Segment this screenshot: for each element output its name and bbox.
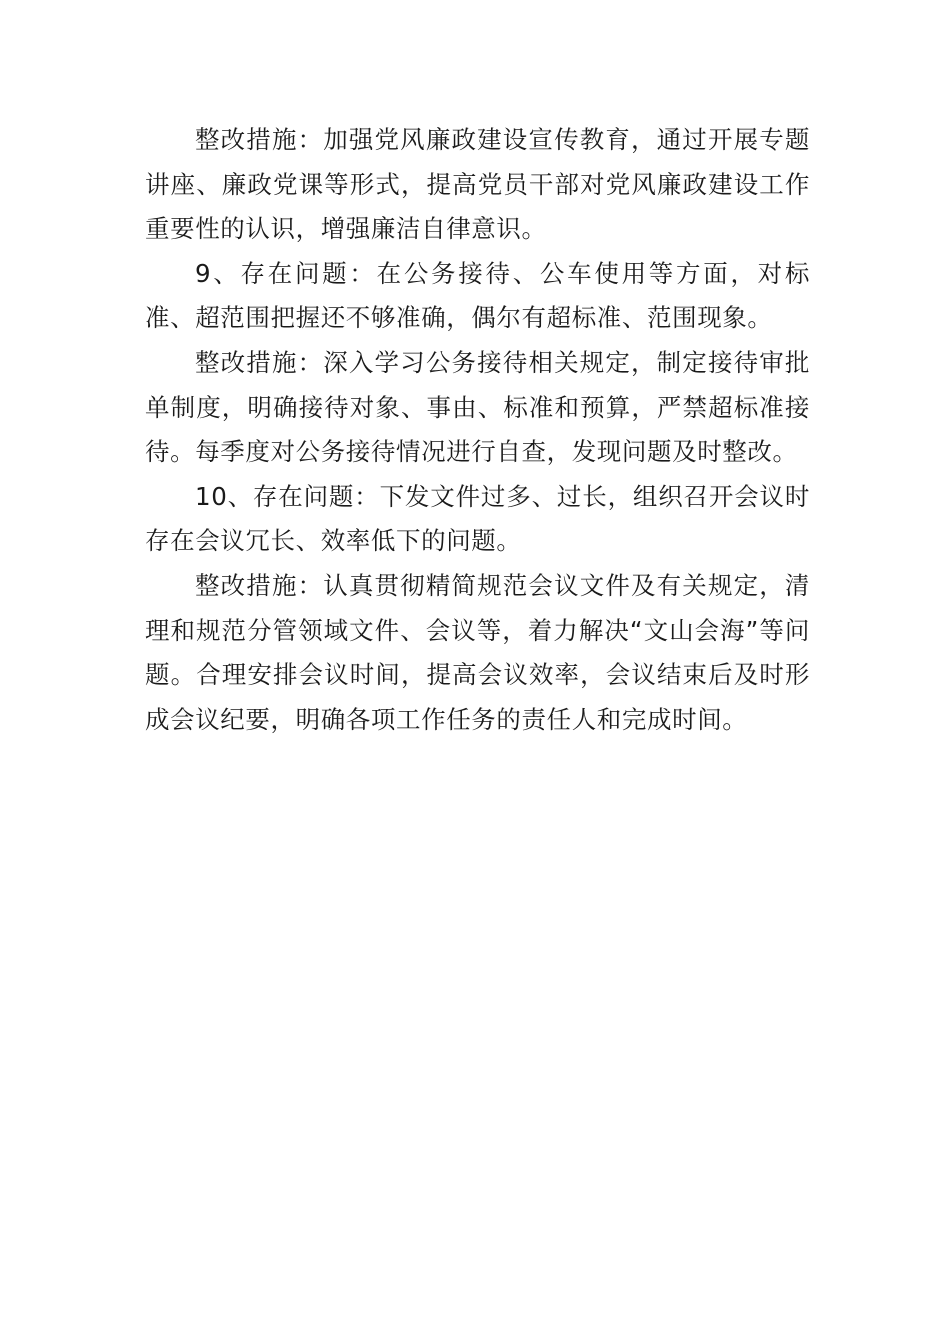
paragraph-rectification-measures-10: 整改措施：认真贯彻精简规范会议文件及有关规定，清理和规范分管领域文件、会议等，着力解决“文山会海”等问题。合理安排会议时间，提高会议效率，会议结束后及时形成会议纪要，明确各项工作任务的责任人和完成时间。 [145,570,810,734]
document-body [145,118,810,742]
paragraph-existing-problem-9: 9、存在问题：在公务接待、公车使用等方面，对标准、超范围把握还不够准确，偶尔有超标准、范围现象。 [145,258,810,333]
paragraph-existing-problem-10: 10、存在问题：下发文件过多、过长，组织召开会议时存在会议冗长、效率低下的问题。 [145,481,810,556]
paragraph-rectification-measures-9: 整改措施：深入学习公务接待相关规定，制定接待审批单制度，明确接待对象、事由、标准和预算，严禁超标准接待。每季度对公务接待情况进行自查，发现问题及时整改。 [145,347,810,467]
paragraph-rectification-measures-8: 整改措施：加强党风廉政建设宣传教育，通过开展专题讲座、廉政党课等形式，提高党员干部对党风廉政建设工作重要性的认识，增强廉洁自律意识。 [145,125,810,244]
